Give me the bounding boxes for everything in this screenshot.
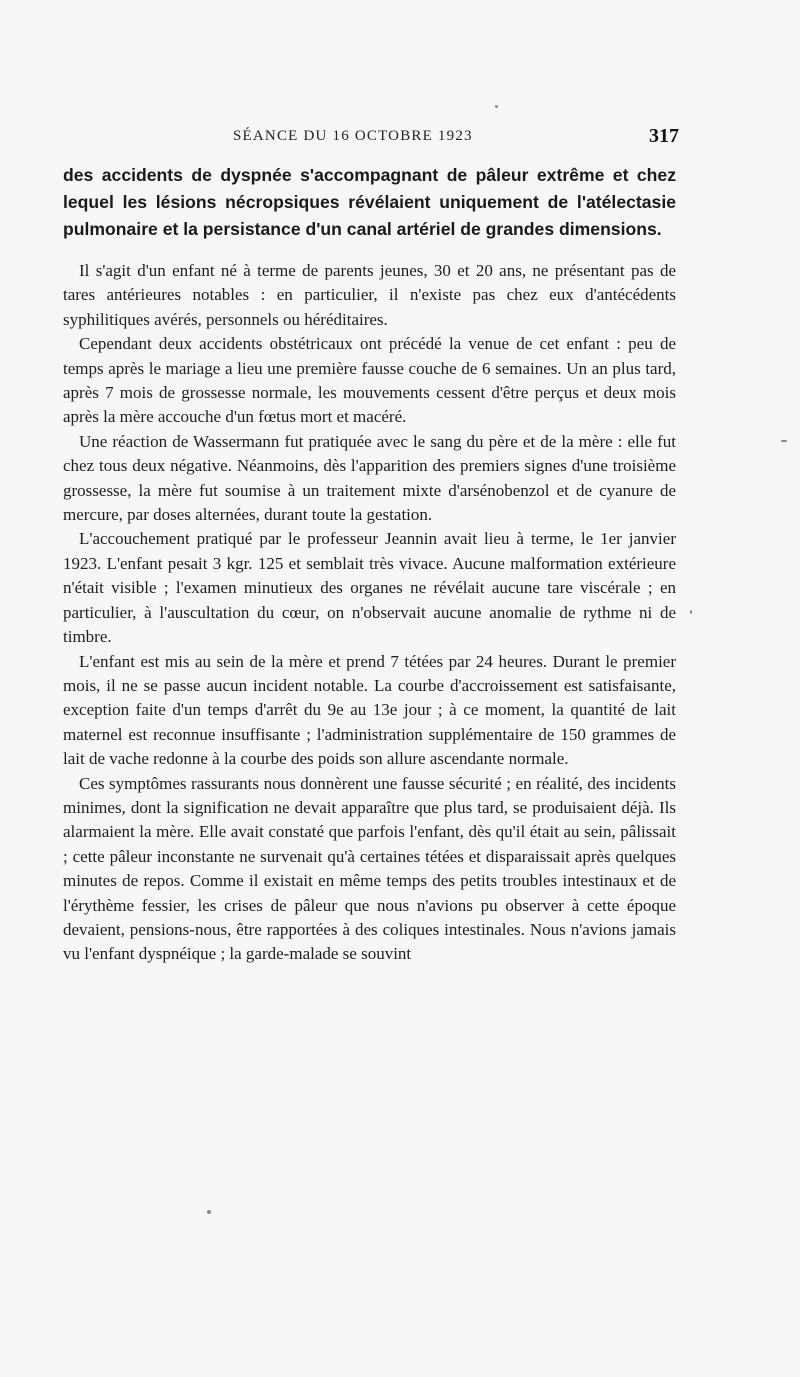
paragraph-6: Ces symptômes rassurants nous donnèrent une fausse sécurité ; en réalité, des incidents minimes, dont la signification ne devait apparaître que plus tard, se produisaient déjà. Ils alarmaient la mère. Elle avait constaté que parfois l'enfant, dès qu'il était au sein, pâlissait ; cette pâleur inconstante ne survenait qu'à certaines tétées et disparaissait après quelques minutes de repos. Comme il existait en même temps des petits troubles intestinaux et de l'érythème fessier, les crises de pâleur que nous n'avions pu observer à cette époque devaient, pensions-nous, être rapportées à des coliques intestinales. Nous n'avions jamais vu l'enfant dyspnéique ; la garde-malade se souvint (63, 773, 676, 964)
paragraph-4: L'accouchement pratiqué par le professeur Jeannin avait lieu à terme, le 1er janvier 1923. L'enfant pesait 3 kgr. 125 et semblait très vivace. Aucune malformation extérieure n'était visible ; l'examen minutieux des organes ne révélait aucune tare viscérale ; en particulier, à l'auscultation du cœur, on n'observait aucune anomalie de rythme ni de timbre. (63, 529, 676, 647)
paper-speck (781, 440, 787, 442)
paragraph-1: Il s'agit d'un enfant né à terme de parents jeunes, 30 et 20 ans, ne présentant pas de tares antérieures notables : en particulier, il n'existe pas chez eux d'antécédents syphilitiques avérés, personnels ou héréditaires. (63, 261, 676, 329)
paper-speck (690, 610, 692, 614)
lead-paragraph: des accidents de dyspnée s'accompagnant de pâleur extrême et chez lequel les lésions nécropsiques révélaient uniquement de l'atélectasie pulmonaire et la persistance d'un canal artériel de grandes dimensions. (63, 165, 676, 239)
paper-speck (495, 105, 498, 108)
paper-speck (207, 1210, 211, 1214)
paragraph-3: Une réaction de Wassermann fut pratiquée avec le sang du père et de la mère : elle fut chez tous deux négative. Néanmoins, dès l'apparition des premiers signes d'une troisième grossesse, la mère fut soumise à un traitement mixte d'arsénobenzol et de cyanure de mercure, par doses alternées, durant toute la gestation. (63, 431, 676, 525)
running-head (63, 125, 679, 152)
paragraph-5: L'enfant est mis au sein de la mère et prend 7 tétées par 24 heures. Durant le premier mois, il ne se passe aucun incident notable. La courbe d'accroissement est satisfaisante, exception faite d'un temps d'arrêt du 9e au 13e jour ; à ce moment, la quantité de lait maternel est reconnue insuffisante ; l'administration supplémentaire de 150 grammes de lait de vache redonne à la courbe des poids son allure ascendante normale. (63, 651, 676, 769)
paragraph-2: Cependant deux accidents obstétricaux ont précédé la venue de cet enfant : peu de temps après le mariage a lieu une première fausse couche de 6 semaines. Un an plus tard, après 7 mois de grossesse normale, les mouvements cessent d'être perçus et deux mois après la mère accouche d'un fœtus mort et macéré. (63, 334, 676, 427)
page-number: 317 (649, 125, 679, 147)
body-text (63, 162, 676, 967)
running-title: SÉANCE DU 16 OCTOBRE 1923 (233, 128, 473, 144)
